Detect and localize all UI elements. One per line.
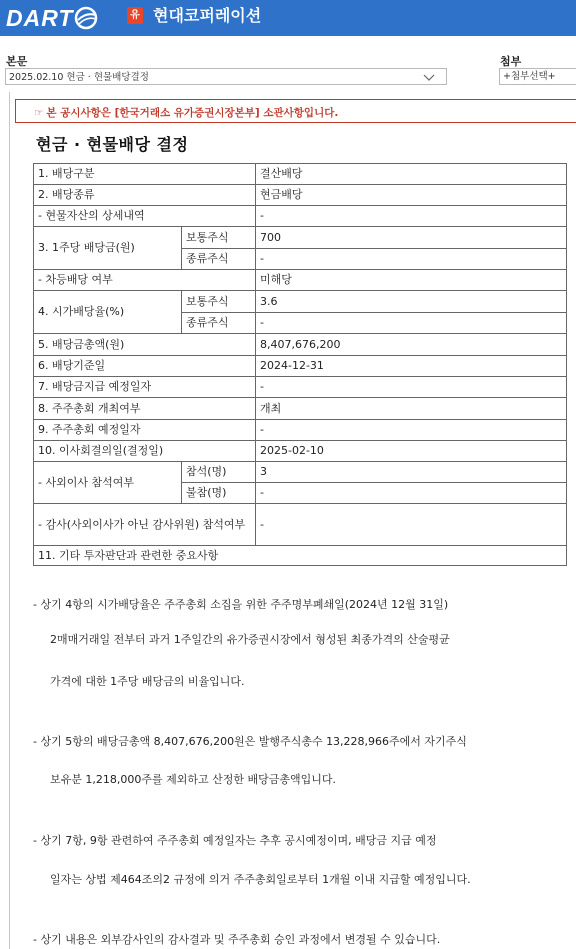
row-label: - 감사(사외이사가 아닌 감사위원) 참석여부 bbox=[34, 504, 256, 546]
row-label: 2. 배당종류 bbox=[34, 185, 256, 206]
table-row bbox=[34, 227, 567, 249]
note-line: 일자는 상법 제464조의2 규정에 의거 주주총회일로부터 1개월 이내 지급할 예정입니다. bbox=[50, 873, 471, 886]
note-line: - 상기 7항, 9항 관련하여 주주총회 예정일자는 추후 공시예정이며, 배당금 지급 예정 bbox=[33, 834, 437, 847]
row-label: - 차등배당 여부 bbox=[34, 270, 256, 291]
note-line: 보유분 1,218,000주를 제외하고 산정한 배당금총액입니다. bbox=[50, 773, 336, 786]
row-label: - 현물자산의 상세내역 bbox=[34, 206, 256, 227]
row-sublabel: 참석(명) bbox=[182, 462, 256, 483]
row-value: - bbox=[256, 504, 567, 546]
table-row bbox=[34, 546, 567, 566]
row-value: 2024-12-31 bbox=[256, 356, 567, 377]
row-sublabel: 종류주식 bbox=[182, 313, 256, 334]
attachment-select-value: +첨부선택+ bbox=[503, 71, 556, 82]
row-value: - bbox=[256, 420, 567, 441]
row-label: 11. 기타 투자판단과 관련한 중요사항 bbox=[34, 546, 567, 566]
dividend-table bbox=[33, 163, 567, 566]
row-label: 8. 주주총회 개최여부 bbox=[34, 398, 256, 420]
row-label: 3. 1주당 배당금(원) bbox=[34, 227, 182, 270]
globe-icon bbox=[74, 6, 98, 30]
row-value: - bbox=[256, 249, 567, 270]
note-line: - 상기 내용은 외부감사인의 감사결과 및 주주총회 승인 과정에서 변경될 수 있습니다. bbox=[33, 933, 441, 946]
row-value: - bbox=[256, 313, 567, 334]
row-value: - bbox=[256, 483, 567, 504]
logo-text: DART bbox=[6, 4, 74, 31]
table-row bbox=[34, 377, 567, 398]
table-row bbox=[34, 398, 567, 420]
note-line: 2매매거래일 전부터 과거 1주일간의 유가증권시장에서 형성된 최종가격의 산술평균 bbox=[50, 633, 450, 646]
notice-text: 본 공시사항은 [한국거래소 유가증권시장본부] 소관사항입니다. bbox=[46, 107, 339, 119]
dart-logo[interactable] bbox=[6, 5, 98, 31]
table-row bbox=[34, 356, 567, 377]
pointing-hand-icon: ☞ bbox=[34, 107, 44, 119]
row-label: 10. 이사회결의일(결정일) bbox=[34, 441, 256, 462]
document-title: 현금 · 현물배당 결정 bbox=[36, 135, 189, 154]
table-row bbox=[34, 270, 567, 291]
document-selector-area bbox=[0, 36, 576, 92]
row-label: 7. 배당금지급 예정일자 bbox=[34, 377, 256, 398]
row-value: 3 bbox=[256, 462, 567, 483]
table-row bbox=[34, 206, 567, 227]
main-doc-label: 본문 bbox=[6, 55, 28, 68]
attachment-label: 첨부 bbox=[500, 55, 522, 68]
row-sublabel: 종류주식 bbox=[182, 249, 256, 270]
row-value: 현금배당 bbox=[256, 185, 567, 206]
row-value: 미해당 bbox=[256, 270, 567, 291]
table-row bbox=[34, 441, 567, 462]
row-label: 9. 주주총회 예정일자 bbox=[34, 420, 256, 441]
note-line: 가격에 대한 1주당 배당금의 비율입니다. bbox=[50, 675, 245, 688]
row-label: 6. 배당기준일 bbox=[34, 356, 256, 377]
document-viewer[interactable] bbox=[0, 92, 576, 949]
note-line: - 상기 5항의 배당금총액 8,407,676,200원은 발행주식총수 13,228,966주에서 자기주식 bbox=[33, 735, 467, 748]
row-sublabel: 보통주식 bbox=[182, 227, 256, 249]
table-row bbox=[34, 164, 567, 185]
row-value: - bbox=[256, 206, 567, 227]
viewer-border bbox=[9, 92, 10, 949]
main-doc-select[interactable] bbox=[5, 68, 447, 85]
main-doc-select-value: 2025.02.10 현금 · 현물배당결정 bbox=[9, 72, 149, 83]
row-sublabel: 보통주식 bbox=[182, 291, 256, 313]
row-sublabel: 불참(명) bbox=[182, 483, 256, 504]
attachment-select[interactable] bbox=[499, 68, 576, 85]
row-value: 8,407,676,200 bbox=[256, 334, 567, 356]
table-row bbox=[34, 334, 567, 356]
chevron-down-icon bbox=[422, 69, 436, 86]
row-label: 4. 시가배당율(%) bbox=[34, 291, 182, 334]
notice-box bbox=[15, 99, 576, 123]
table-row bbox=[34, 291, 567, 313]
table-row bbox=[34, 504, 567, 546]
corp-name: 현대코퍼레이션 bbox=[153, 6, 262, 25]
table-row bbox=[34, 185, 567, 206]
row-value: 700 bbox=[256, 227, 567, 249]
row-value: - bbox=[256, 377, 567, 398]
row-label: 1. 배당구분 bbox=[34, 164, 256, 185]
corp-type-badge: 유 bbox=[127, 7, 143, 24]
row-value: 결산배당 bbox=[256, 164, 567, 185]
table-row bbox=[34, 462, 567, 483]
row-value: 2025-02-10 bbox=[256, 441, 567, 462]
top-bar bbox=[0, 0, 576, 36]
note-line: - 상기 4항의 시가배당율은 주주총회 소집을 위한 주주명부폐쇄일(2024년 12월 31일) bbox=[33, 598, 449, 611]
row-label: 5. 배당금총액(원) bbox=[34, 334, 256, 356]
table-row bbox=[34, 420, 567, 441]
row-label: - 사외이사 참석여부 bbox=[34, 462, 182, 504]
row-value: 3.6 bbox=[256, 291, 567, 313]
row-value: 개최 bbox=[256, 398, 567, 420]
notice-line bbox=[34, 105, 338, 120]
